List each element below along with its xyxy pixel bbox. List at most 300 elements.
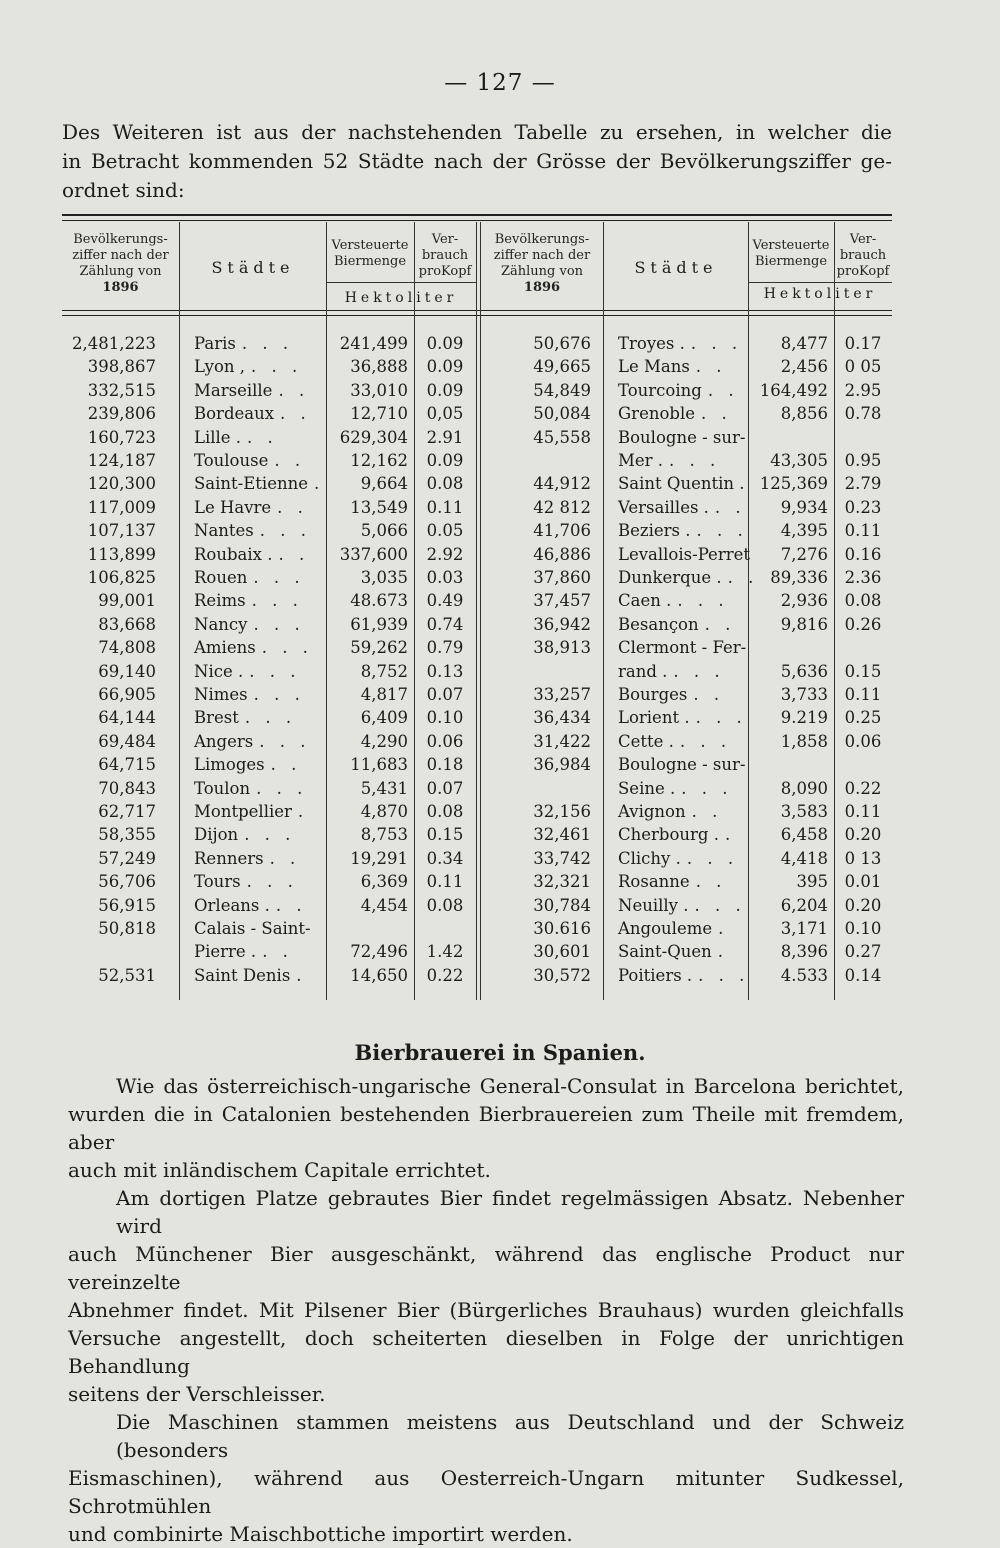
beer-volume-cell: 2,936	[780, 591, 828, 611]
population-cell: 30,601	[533, 942, 591, 962]
header-line: Versteuerte	[752, 238, 830, 253]
city-name: Clichy .	[618, 848, 681, 868]
population-cell: 30.616	[533, 919, 591, 938]
beer-volume-cell: 164,492	[759, 380, 828, 400]
population-cell: 33,742	[533, 848, 591, 868]
city-name: Roubaix .	[194, 544, 273, 564]
text-line: auch Münchener Bier ausgeschänkt, während das englische Product nur vereinzelte	[68, 1242, 904, 1294]
leader-dots: . . .	[251, 591, 303, 611]
beer-volume-cell: 19,291	[350, 848, 408, 868]
population-cell: 42 812	[533, 497, 591, 517]
consumption-cell: 0.20	[844, 825, 882, 845]
header-line: Ver-	[849, 232, 877, 247]
population-cell: 37,457	[533, 591, 591, 611]
city-name: Cherbourg .	[618, 825, 719, 845]
population-cell: 117,009	[87, 497, 156, 517]
city-cell	[618, 428, 748, 447]
consumption-cell: 0.01	[844, 872, 882, 892]
leader-dots: . .	[275, 895, 307, 915]
population-cell: 113,899	[87, 544, 156, 564]
table-header-rule	[62, 310, 892, 311]
city-cell	[618, 451, 748, 470]
leader-dots: . . .	[253, 614, 305, 634]
population-cell: 32,156	[533, 802, 591, 821]
table-top-rule	[62, 214, 892, 216]
consumption-cell: 0.09	[426, 357, 464, 377]
population-cell: 36,984	[533, 755, 591, 775]
beer-volume-cell: 3,733	[780, 685, 828, 704]
table-row	[62, 662, 892, 685]
header-line: Biermenge	[333, 254, 407, 269]
city-cell	[618, 966, 748, 985]
leader-dots: . . .	[694, 895, 746, 915]
beer-volume-cell: 33,010	[350, 380, 408, 400]
leader-dots: . . .	[249, 661, 301, 681]
table-row	[62, 685, 892, 708]
city-name: Bourges	[618, 685, 688, 704]
leader-dots: . . .	[686, 848, 739, 868]
leader-dots: . .	[707, 380, 739, 400]
consumption-cell: 0.09	[426, 380, 464, 400]
population-cell: 30,784	[533, 895, 591, 915]
city-name: Clermont - Fer-	[618, 638, 747, 658]
population-cell: 32,321	[533, 872, 591, 892]
city-name: Grenoble	[618, 404, 695, 424]
city-name: Besançon	[618, 614, 699, 634]
header-line: proKopf	[418, 264, 472, 279]
leader-dots: . . .	[696, 521, 748, 541]
table-row	[62, 919, 892, 942]
population-cell: 37,860	[533, 568, 591, 587]
header-consumption-left	[414, 232, 476, 280]
population-cell: 64,715	[98, 755, 156, 775]
beer-volume-cell: 8,752	[360, 661, 408, 681]
text-line: Wie das österreichisch-ungarische General-Consulat in Barcelona berichtet,	[116, 1074, 904, 1098]
consumption-cell: 0.11	[426, 497, 464, 517]
population-cell: 239,806	[87, 404, 156, 424]
city-name: Beziers .	[618, 521, 691, 541]
population-cell: 107,137	[87, 521, 156, 541]
population-cell: 33,257	[533, 685, 591, 704]
table-row	[62, 966, 892, 989]
table-row	[62, 942, 892, 965]
leader-dots: . . .	[677, 591, 729, 611]
consumption-cell: 0.05	[426, 521, 464, 541]
population-cell: 160,723	[87, 427, 156, 447]
leader-dots: . . .	[256, 778, 308, 798]
population-cell: 99,001	[98, 591, 156, 611]
city-cell	[618, 662, 748, 681]
table-row	[62, 404, 892, 427]
population-cell: 45,558	[533, 427, 591, 447]
consumption-cell: 0.15	[426, 825, 464, 845]
leader-dots: . .	[704, 614, 736, 634]
table-row	[62, 334, 892, 357]
beer-volume-cell: 8,856	[780, 404, 828, 424]
population-cell: 44,912	[533, 474, 591, 494]
city-name: Rouen	[194, 568, 248, 587]
city-name: Cette .	[618, 731, 674, 751]
table-row	[62, 802, 892, 825]
leader-dots: . .	[691, 802, 723, 821]
header-line: Biermenge	[754, 254, 828, 269]
city-name: Lorient .	[618, 708, 690, 728]
city-name: Marseille	[194, 380, 273, 400]
text-line: Abnehmer findet. Mit Pilsener Bier (Bürgerliches Brauhaus) wurden gleichfalls	[68, 1298, 904, 1322]
leader-dots: . . .	[669, 451, 721, 470]
city-name: Le Havre	[194, 497, 272, 517]
consumption-cell: 0.18	[426, 755, 464, 775]
beer-volume-cell: 9,934	[780, 497, 828, 517]
leader-dots: . . .	[698, 965, 750, 985]
table-row	[62, 357, 892, 380]
intro-line: ordnet sind:	[62, 178, 185, 202]
beer-volume-cell: 241,499	[339, 334, 408, 353]
population-cell: 120,300	[87, 474, 156, 494]
beer-volume-cell: 629,304	[339, 427, 408, 447]
consumption-cell: 0 13	[844, 848, 882, 868]
table-row	[62, 896, 892, 919]
consumption-cell: 0.79	[426, 638, 464, 658]
table-row	[62, 545, 892, 568]
table-row	[62, 779, 892, 802]
consumption-cell: 2.91	[426, 427, 464, 447]
table-row	[62, 428, 892, 451]
text-line: wurden die in Catalonien bestehenden Bierbrauereien zum Theile mit fremdem, aber	[68, 1102, 904, 1154]
beer-volume-cell: 6,458	[780, 825, 828, 845]
article-body	[68, 1072, 904, 1548]
consumption-cell: 0.20	[844, 895, 882, 915]
population-cell: 41,706	[533, 521, 591, 541]
city-cell	[618, 755, 748, 774]
population-cell: 83,668	[98, 614, 156, 634]
city-name: Limoges	[194, 755, 265, 775]
intro-line: in Betracht kommenden 52 Städte nach der Grösse der Bevölkerungsziffer ge-	[62, 149, 892, 173]
city-cell	[618, 474, 748, 493]
consumption-cell: 0 05	[844, 357, 882, 377]
city-name: Nancy	[194, 614, 248, 634]
beer-volume-cell: 5,636	[780, 661, 828, 681]
text-line: seitens der Verschleisser.	[68, 1382, 326, 1406]
leader-dots: .	[718, 919, 729, 938]
city-cell	[618, 779, 748, 798]
city-beer-table	[62, 214, 892, 1006]
leader-dots: .	[297, 802, 309, 821]
table-row	[62, 825, 892, 848]
population-cell: 54,849	[533, 380, 591, 400]
leader-dots: .	[717, 942, 729, 962]
header-beer-right	[748, 238, 834, 270]
beer-volume-cell: 9,664	[360, 474, 408, 494]
leader-dots: . .	[693, 685, 725, 704]
leader-dots: . . .	[246, 872, 298, 892]
population-cell: 332,515	[87, 380, 156, 400]
beer-volume-cell: 12,710	[350, 404, 408, 424]
header-line: proKopf	[836, 264, 890, 279]
beer-volume-cell: 59,262	[350, 638, 408, 658]
consumption-cell: 0.22	[844, 778, 882, 798]
city-name: Mer .	[618, 451, 664, 470]
consumption-cell: 0.09	[426, 334, 464, 353]
beer-volume-cell: 7,276	[780, 544, 828, 564]
table-row	[62, 451, 892, 474]
table-header-rule-thin	[62, 315, 892, 316]
header-cities-right: Städte	[634, 258, 718, 277]
beer-volume-cell: 3,583	[780, 802, 828, 821]
consumption-cell: 2.79	[844, 474, 882, 494]
city-name: Troyes .	[618, 334, 685, 353]
beer-volume-cell: 8,090	[780, 778, 828, 798]
population-cell: 58,355	[98, 825, 156, 845]
header-line: brauch	[839, 248, 887, 263]
beer-volume-cell: 4,454	[360, 895, 408, 915]
header-beer-left	[326, 238, 414, 270]
beer-volume-cell: 4,817	[360, 685, 408, 704]
consumption-cell: 0.15	[844, 661, 882, 681]
city-name: Neuilly .	[618, 895, 689, 915]
table-row	[62, 615, 892, 638]
consumption-cell: 0.26	[844, 614, 882, 634]
section-heading: Bierbrauerei in Spanien.	[354, 1040, 646, 1065]
beer-volume-cell: 4,290	[360, 731, 408, 751]
population-cell: 106,825	[87, 568, 156, 587]
table-row	[62, 498, 892, 521]
consumption-cell: 0.49	[426, 591, 464, 611]
leader-dots: . .	[278, 380, 310, 400]
leader-dots: . . .	[244, 825, 296, 845]
city-name: Nice .	[194, 661, 244, 681]
leader-dots: . . .	[259, 731, 311, 751]
paragraph	[68, 1072, 904, 1184]
city-cell	[618, 498, 748, 517]
city-cell	[618, 825, 748, 844]
hekto-rule-left	[326, 282, 476, 283]
beer-volume-cell: 2,456	[780, 357, 828, 377]
city-name: Calais - Saint-	[194, 919, 311, 938]
leader-dots: . .	[277, 497, 308, 517]
leader-dots: . . .	[251, 357, 303, 377]
city-name: Tourcoing	[618, 380, 702, 400]
header-line: Zählung von	[79, 264, 162, 279]
population-cell: 31,422	[533, 731, 591, 751]
leader-dots: . . .	[690, 334, 743, 353]
population-cell: 66,905	[98, 685, 156, 704]
city-name: Bordeaux	[194, 404, 275, 424]
city-name: Seine .	[618, 778, 676, 798]
consumption-cell: 0.08	[844, 591, 882, 611]
intro-line: Des Weiteren ist aus der nachstehenden Tabelle zu ersehen, in welcher die	[62, 120, 892, 144]
table-row	[62, 591, 892, 614]
city-name: rand .	[618, 661, 668, 681]
consumption-cell: 0.27	[844, 942, 882, 962]
intro-paragraph	[62, 118, 892, 205]
text-line: Versuche angestellt, doch scheiterten dieselben in Folge der unrichtigen Behandlung	[68, 1326, 904, 1378]
city-name: Saint-Quen	[618, 942, 712, 962]
city-name: Orleans .	[194, 895, 270, 915]
consumption-cell: 0.06	[844, 731, 882, 751]
consumption-cell: 0.16	[844, 544, 882, 564]
city-cell	[618, 849, 748, 868]
city-name: Amiens	[194, 638, 256, 658]
consumption-cell: 0.10	[844, 919, 882, 938]
city-name: Saint Quentin .	[618, 474, 745, 494]
consumption-cell: 0.25	[844, 708, 882, 728]
population-cell: 56,706	[98, 872, 156, 892]
leader-dots: . .	[727, 568, 759, 587]
table-row	[62, 638, 892, 661]
header-line: ziffer nach der	[493, 248, 591, 263]
city-cell	[618, 615, 748, 634]
header-unit-left: Hektoliter	[344, 290, 458, 306]
consumption-cell: 0.06	[426, 731, 464, 751]
city-name: Rosanne	[618, 872, 690, 892]
city-cell	[618, 521, 748, 540]
beer-volume-cell: 6,369	[360, 872, 408, 892]
beer-volume-cell: 4,395	[780, 521, 828, 541]
population-cell: 32,461	[533, 825, 591, 845]
beer-volume-cell: 6,204	[780, 895, 828, 915]
population-cell: 74,808	[98, 638, 156, 658]
city-name: Paris	[194, 334, 236, 353]
beer-volume-cell: 72,496	[350, 942, 408, 962]
city-name: Brest	[194, 708, 239, 728]
consumption-cell: 0.14	[844, 965, 882, 985]
city-cell	[618, 942, 748, 961]
beer-volume-cell: 9,816	[780, 614, 828, 634]
consumption-cell: 1.42	[426, 942, 464, 962]
population-cell: 50,818	[98, 919, 156, 938]
leader-dots: .	[724, 825, 736, 845]
consumption-cell: 0.23	[844, 497, 882, 517]
beer-volume-cell: 6,409	[360, 708, 408, 728]
beer-volume-cell: 13,549	[350, 497, 408, 517]
beer-volume-cell: 337,600	[339, 544, 408, 564]
consumption-cell: 0.07	[426, 685, 464, 704]
leader-dots: . . .	[673, 661, 725, 681]
leader-dots: . . .	[253, 685, 305, 704]
leader-dots: . .	[714, 497, 746, 517]
population-cell: 56,915	[98, 895, 156, 915]
consumption-cell: 0.09	[426, 451, 464, 470]
header-population-left	[62, 232, 179, 296]
city-name: Saint-Etienne	[194, 474, 308, 494]
leader-dots: . .	[247, 427, 278, 447]
beer-volume-cell: 4,418	[780, 848, 828, 868]
city-name: Lyon ,	[194, 357, 246, 377]
leader-dots: . . .	[695, 708, 747, 728]
consumption-cell: 0.11	[844, 802, 882, 821]
beer-volume-cell: 395	[796, 872, 828, 892]
table-row	[62, 568, 892, 591]
beer-volume-cell: 1,858	[780, 731, 828, 751]
city-name: Boulogne - sur-	[618, 755, 746, 775]
header-cities-left: Städte	[211, 258, 295, 277]
population-cell: 2,481,223	[72, 334, 156, 353]
leader-dots: .	[296, 965, 307, 985]
text-line: Eismaschinen), während aus Oesterreich-Ungarn mitunter Sudkessel, Schrotmühlen	[68, 1466, 904, 1518]
paragraph	[68, 1184, 904, 1408]
city-name: Tours	[194, 872, 241, 892]
beer-volume-cell: 8,753	[360, 825, 408, 845]
city-cell	[618, 708, 748, 727]
beer-volume-cell: 43,305	[770, 451, 828, 470]
table-row	[62, 708, 892, 731]
city-name: Levallois-Perret	[618, 544, 750, 564]
population-cell: 50,084	[533, 404, 591, 424]
leader-dots: . . .	[679, 731, 732, 751]
population-cell: 398,867	[87, 357, 156, 377]
population-cell: 36,434	[533, 708, 591, 728]
header-unit-right: Hektoliter	[763, 286, 877, 302]
city-name: Boulogne - sur-	[618, 427, 746, 447]
header-line: ziffer nach der	[72, 248, 169, 263]
consumption-cell: 0.74	[426, 614, 464, 634]
beer-volume-cell: 36,888	[350, 357, 408, 377]
population-cell: 64,144	[98, 708, 156, 728]
beer-volume-cell: 11,683	[350, 755, 408, 775]
table-row	[62, 381, 892, 404]
beer-volume-cell: 3,035	[360, 568, 408, 587]
beer-volume-cell: 3,171	[780, 919, 828, 938]
leader-dots: . .	[274, 451, 306, 470]
leader-dots: . . .	[261, 638, 313, 658]
paragraph	[68, 1408, 904, 1548]
beer-volume-cell: 89,336	[770, 568, 828, 587]
population-cell: 36,942	[533, 614, 591, 634]
population-cell: 62,717	[98, 802, 156, 821]
header-line: Zählung von	[500, 264, 584, 279]
city-name: Dijon	[194, 825, 239, 845]
population-cell: 46,886	[533, 544, 591, 564]
consumption-cell: 0.11	[844, 521, 882, 541]
beer-volume-cell: 48.673	[350, 591, 408, 611]
text-line: Am dortigen Platze gebrautes Bier findet regelmässigen Absatz. Nebenher wird	[116, 1186, 904, 1238]
beer-volume-cell: 4.533	[780, 965, 828, 985]
table-top-rule-thin	[62, 220, 892, 221]
city-name: Versailles .	[618, 497, 709, 517]
city-name: Toulon	[194, 778, 251, 798]
city-cell	[618, 357, 748, 376]
population-cell: 52,531	[98, 965, 156, 985]
city-name: Le Mans	[618, 357, 690, 377]
beer-volume-cell: 5,431	[360, 778, 408, 798]
beer-volume-cell: 8,396	[780, 942, 828, 962]
leader-dots: . . .	[253, 568, 305, 587]
beer-volume-cell: 12,162	[350, 451, 408, 470]
consumption-cell: 0.08	[426, 895, 464, 915]
beer-volume-cell: 5,066	[360, 521, 408, 541]
leader-dots: . . .	[241, 334, 294, 353]
consumption-cell: 0.22	[426, 965, 464, 985]
consumption-cell: 0.08	[426, 802, 464, 821]
page-number: — 127 —	[444, 70, 556, 96]
population-cell: 50,676	[533, 334, 591, 353]
population-cell: 30,572	[533, 965, 591, 985]
city-cell	[618, 919, 748, 938]
city-name: Saint Denis	[194, 965, 291, 985]
consumption-cell: 0.95	[844, 451, 882, 470]
beer-volume-cell: 4,870	[360, 802, 408, 821]
city-name: Renners	[194, 848, 264, 868]
city-name: Nimes	[194, 685, 248, 704]
city-name: Poitiers .	[618, 965, 693, 985]
table-row	[62, 755, 892, 778]
city-cell	[618, 732, 748, 751]
city-cell	[618, 872, 748, 891]
beer-volume-cell: 9.219	[780, 708, 828, 728]
city-name: Toulouse	[194, 451, 269, 470]
city-name: Reims	[194, 591, 246, 611]
